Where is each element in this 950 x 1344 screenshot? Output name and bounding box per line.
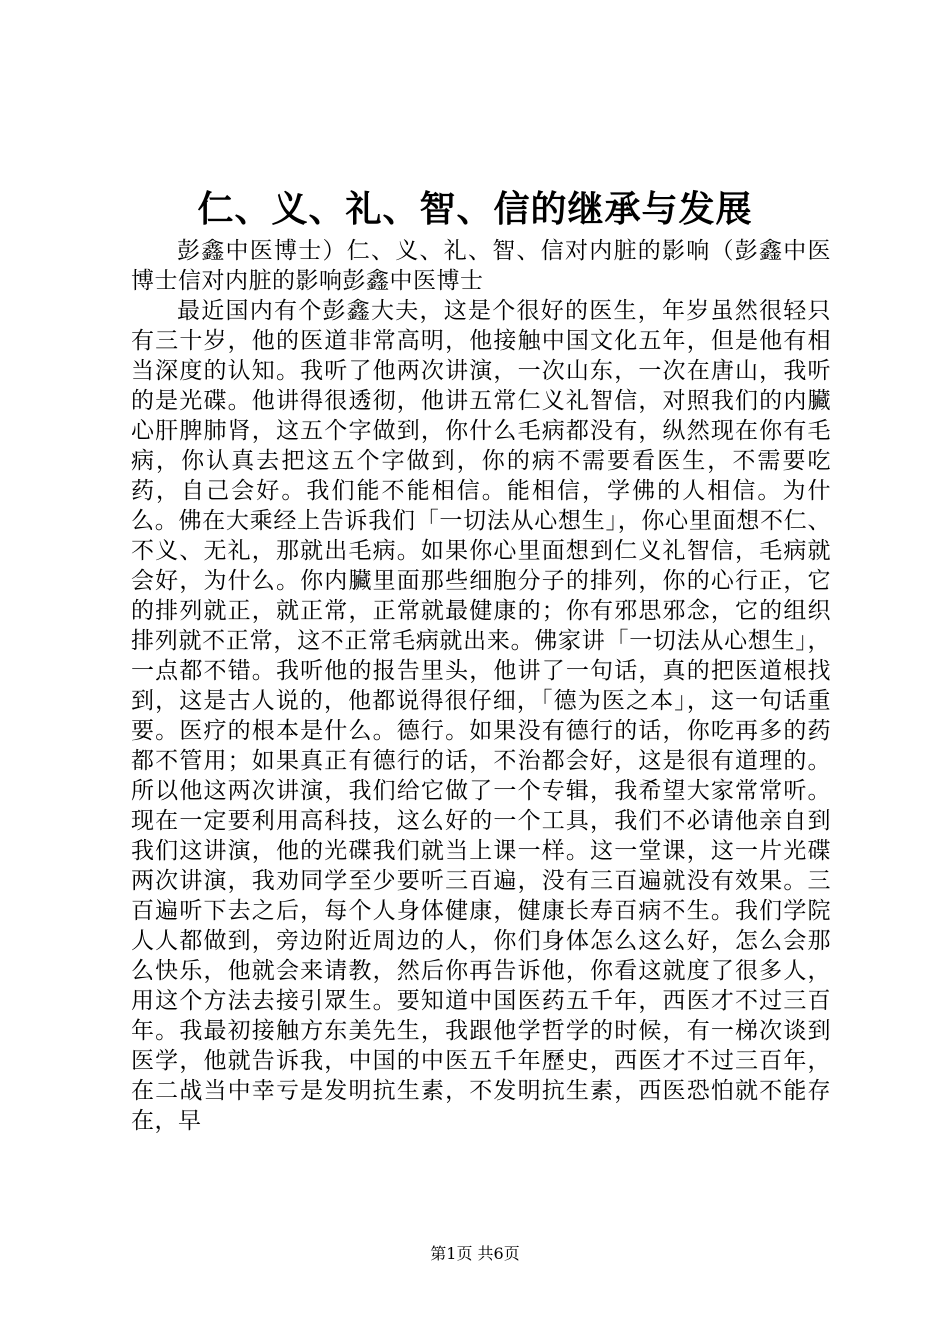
paragraph-main: 最近国内有个彭鑫大夫，这是个很好的医生，年岁虽然很轻只有三十岁，他的医道非常高明，他接触中国文化五年，但是他有相当深度的认知。我听了他两次讲演，一次山东，一次在唐山，我听的是光碟。他讲得很透彻，他讲五常仁义礼智信，对照我们的内臟心肝脾肺肾，这五个字做到，你什么毛病都没有，纵然现在你有毛病，你认真去把这五个字做到，你的病不需要看医生，不需要吃药，自己会好。我们能不能相信。能相信，学佛的人相信。为什么。佛在大乘经上告诉我们「一切法从心想生」，你心里面想不仁、不义、无礼，那就出毛病。如果你心里面想到仁义礼智信，毛病就会好，为什么。你内臟里面那些细胞分子的排列，你的心行正，它的排列就正，就正常，正常就最健康的；你有邪思邪念，它的组织排列就不正常，这不正常毛病就出来。佛家讲「一切法从心想生」，一点都不错。我听他的报告里头，他讲了一句话，真的把医道根找到，这是古人说的，他都说得很仔细，「德为医之本」，这一句话重要。医疗的根本是什么。德行。如果没有德行的话，你吃再多的药都不管用；如果真正有德行的话，不治都会好，这是很有道理的。所以他这两次讲演，我们给它做了一个专辑，我希望大家常常听。现在一定要利用高科技，这么好的一个工具，我们不必请他亲自到我们这讲演，他的光碟我们就当上课一样。这一堂课，这一片光碟两次讲演，我劝同学至少要听三百遍，没有三百遍就没有效果。三百遍听下去之后，每个人身体健康，健康长寿百病不生。我们学院人人都做到，旁边附近周边的人，你们身体怎么这么好，怎么会那么快乐，他就会来请教，然后你再告诉他，你看这就度了很多人，用这个方法去接引眾生。要知道中国医药五千年，西医才不过三百年。我最初接触方东美先生，我跟他学哲学的时候，有一梯次谈到医学，他就告诉我，中国的中医五千年歷史，西医才不过三百年，在二战当中幸亏是发明抗生素，不发明抗生素，西医恐怕就不能存在，早	[131, 298, 831, 1134]
document-body	[131, 236, 831, 1136]
paragraph-subtitle: 彭鑫中医博士）仁、义、礼、智、信对内脏的影响（彭鑫中医博士信对内脏的影响彭鑫中医博士	[131, 238, 831, 294]
page-footer: 第1页 共6页	[430, 1244, 520, 1263]
document-title: 仁、义、礼、智、信的继承与发展	[197, 188, 753, 230]
